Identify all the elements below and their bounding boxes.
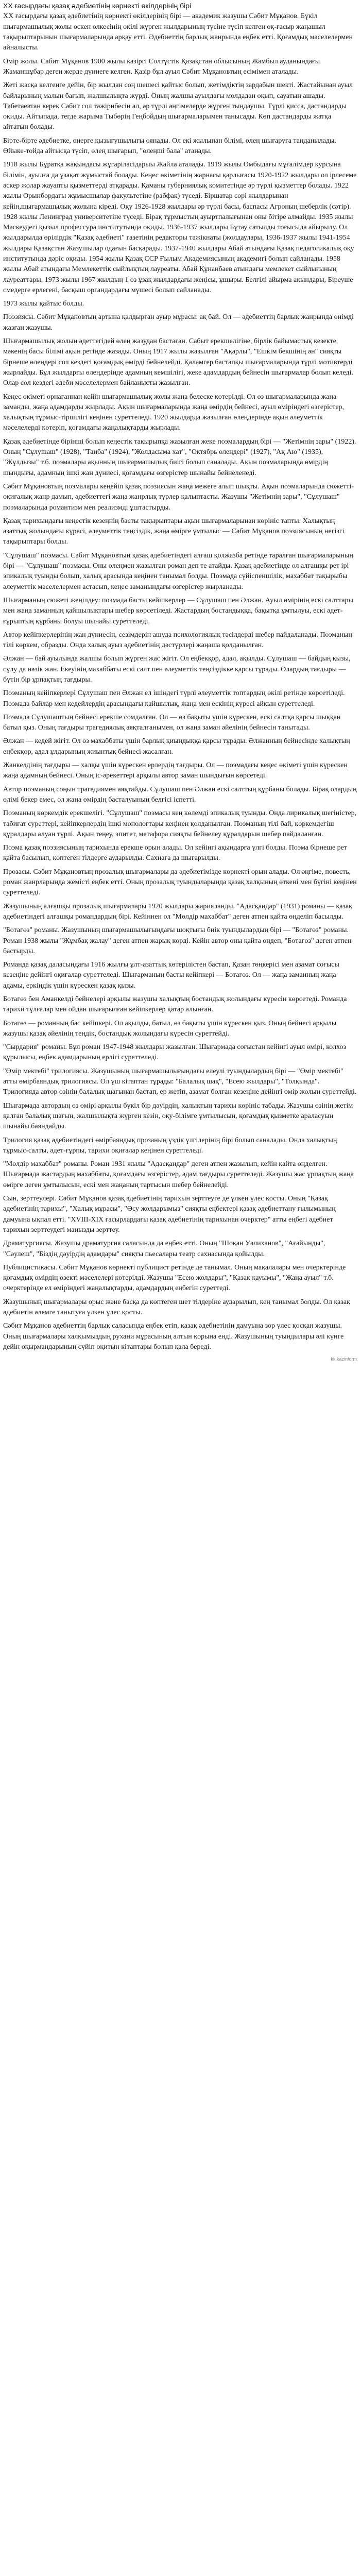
body-paragraph: Шығарманың сюжеті жеңілдеу: поэмада басты кейіпкерлер — Сұлушаш пен Әлжан. Ауыл өмірінің ескі салттары мен жаңа заманның қайшылықтары шебер көрсетіледі. Жастардың бостандыққа, бақытқа ұмтылуы, ескі әдет-ғұрыптың құрбаны болуы шынайы суреттеледі. (3, 596, 353, 625)
body-paragraph: Публицистикасы. Сәбит Мұқанов көрнекті публицист ретінде де танымал. Оның мақалалары мен очерктерінде қоғамдық өмірдің өзекті мәселелері көтерілді. Жазушы "Есею жолдары", "Қазақ қауымы", "Жаңа ауыл" т.б. очерктерінде ел өміріндегі жаңалықтарды, адамдардың еңбегін суреттеді. (3, 1263, 346, 1293)
body-paragraph: Поэма қазақ поэзиясының тарихында ерекше орын алады. Ол кейінгі ақындарға үлгі болды. Поэма бірнеше рет қайта басылып, көптеген тілдерге аударылды. Сахнаға да шығарылды. (3, 844, 348, 862)
body-paragraph: "Сырдария" романы. Бұл роман 1947-1948 жылдары жазылған. Шығармада соғыстан кейінгі ауыл өмірі, колхоз құрылысы, еңбек адамдарының ерлігі суреттеледі. (3, 1043, 347, 1062)
body-paragraph: Поэманың көркемдік ерекшелігі. "Сұлушаш" поэмасы кең көлемді эпикалық туынды. Онда лирикалық шегіністер, табиғат суреттері, кейіпкерлердің ішкі монологтары кеңінен қолданылған. Поэманың тілі бай, көркемдегіш құралдары алуан түрлі. Ақын теңеу, эпитет, метафора сияқты бейнелеу құралдарын шебер пайдаланған. (3, 809, 357, 838)
body-paragraph: Поэзиясы. Сәбит Мұқановтың артына қалдырған ауыр мұрасы: ақ бай. Ол — әдебиеттің барлық жанрында өнімді жазған жазушы. (3, 313, 354, 332)
document-body (3, 11, 357, 1352)
body-paragraph: Ботагөз — романның бас кейіпкері. Ол ақылды, батыл, өз бақыты үшін күрескен қыз. Оның бейнесі арқылы жазушы қазақ әйелінің теңдік, бостандық жолындағы күресін суреттейді. (3, 1019, 337, 1038)
body-paragraph: Поэманың кейіпкерлері Сұлушаш пен Әлжан ел ішіндегі түрлі әлеуметтік топтардың өкілі ретінде көрсетіледі. Поэмада байлар мен кедейлердің арасындағы қайшылық, жаңа мен ескінің күресі айқын суреттеледі. (3, 689, 345, 708)
body-paragraph: Жанкелдінің тағдыры — халқы үшін күрескен ерлердің тағдыры. Ол — поэмадағы кеңес өкіметі үшін күрескен жаңа адамның бейнесі. Оның іс-әрекеттері арқылы автор заман шындығын көрсетеді. (3, 761, 348, 780)
body-paragraph: Сәбит Мұқанов әдебиеттің барлық саласында еңбек етіп, қазақ әдебиетінің дамуына зор үлес қосқан жазушы. Оның шығармалары халқымыздың рухани мұрасының алтын қорына енді. Жазушының туындылары әлі күнге дейін оқырмандарының сүйіп оқитын кітаптары болып қала береді. (3, 1322, 344, 1351)
body-paragraph: "Өмір мектебі" трилогиясы. Жазушының шығармашылығындағы елеулі туындылардың бірі — "Өмір мектебі" атты өмірбаяндық трилогиясы. Ол үш кітаптан тұрады: "Балалық шақ", "Есею жылдары", "Толқында". Трилогияда автор өзінің балалық шағынан бастап, ер жетіп, азамат болған кезеңіне дейінгі өмір жолын суреттейді. (3, 1067, 357, 1096)
body-paragraph: 1918 жылы Бұратқа жақындасы жұгаріласідарыы Жайла аталады. 1919 жылы Омбыдағы мұғалімдер курсына білімін, ауылға да үзақат жұмыстай болады. Кеңес өкіметінің жарнасы қарлығасы 1920-1922 жылдары ол ірлесеме әскер жолар жауапты қызметтерді атқарады. Қаманы губерниялық комитетінде әр түрлі қызметтер болады. 1922 жылы Орынбордағы жұмысшылар факультетіне (рабфак) түседі. Біршатар сөрі жылдарынан кейін,шығармашылық жолына кіреді. Оқу 1926-1928 жылдары әр түрлі басы, баспасы Агроның шеберлік (сәтір). 1928 жылы Ленинград университетіне түседі. Бірақ тұрмыстың ауыртпалығынан оны бітіре алмайды. 1935 жылы Мәскеудегі қызыл профессура институтында оқиды. 1936-1937 жылдары Бұтау сатылды тоғысыда айырылу. Ол жылдарылда өрілірдік "Қазақ әдебиеті" газетінің редакторы тәжікнаты (жолдаулары, 1936-1937 жылы 1941-1954 жылдары Қазақстан Жазушылар одағын басқарады. 1937-1940 жылдары Абай атындағы Қазақ педагогикалық оқу институтында дәріс оқиды. 1954 жылы Қазақ ССР Ғылым Академиясының академигі болып сайланады. 1958 жылы Абай атындағы Мемлекеттік сыйлықтың лауреаты. Абай Құнанбаев атындағы мемлекет сыйлығының лауреаттары. 1973 жылы 1967 жылдың 1 өз ұзақ жылдардағы жеңісы, ұшыры. Белгілі айырма ақындары, Біреуше смедерге ерлегені, басқыш органдардағы мүшесі болып сайланады. (3, 161, 357, 294)
body-paragraph: Жазушының алғашқы прозалық шығармалары 1920 жылдары жарияланды. "Адасқандар" (1931) романы — қазақ әдебиетіндегі алғашқы романдардың бірі. Кейіннен ол "Мөлдір махаббат" деген атпен қайта өңделіп басылды. (3, 902, 352, 921)
body-paragraph: Романда қазақ даласындағы 1916 жылғы ұлт-азаттық көтерілістен бастап, Қазан төңкерісі мен азамат соғысы кезеңіне дейінгі оқиғалар суреттеледі. Шығарманың басты кейіпкері — Ботагөз. Ол — жаңа заманның жаңа адамы, еркіндік үшін күрескен қазақ қызы. (3, 961, 339, 990)
body-paragraph: Трилогия қазақ әдебиетіндегі өмірбаяндық прозаның үздік үлгілерінің бірі болып саналады. Онда халықтың тұрмыс-салты, әдет-ғұрпы, тарихи оқиғалар кеңінен суреттеледі. (3, 1136, 337, 1155)
page-title: XX ғасырдағы қазақ әдебиетінің көрнекті өкілдерінің бірі (3, 2, 192, 10)
body-paragraph: Өмір жолы. Сәбит Мұқанов 1900 жылы қазіргі Солтүстік Қазақстан облысының Жамбыл ауданындағы Жаманшұбар деген жерде дүниеге келген. Қазір бұл ауыл Сәбит Мұқановтың есімімен аталады. (3, 57, 320, 76)
body-paragraph: Шығармада автордың өз өмірі арқылы бүкіл бір дәуірдің, халықтың тарихы көрініс табады. Жазушы өзінің жетім қалған балалық шағын, жалшылықта жүрген кезін, оқу-білімге ұмтылысын, қоғамдық қызметке араласуын шынайы баяндайды. (3, 1101, 353, 1131)
body-paragraph: Қазақ әдебиетінде бірінші болып кеңестік тақырыпқа жазылған жеке поэмалардың бірі — "Жетімнің зары" (1922). Оның "Сұлушаш" (1928), "Таңба" (1924), "Жолдасыма хат", "Октябрь өлеңдері" (1927), "Ақ Аю" (1935), "Жұлдызы" т.б. поэмалары ақынның шығармашылық биігі болып саналады. Ақын поэмаларында өмірдің шындығы, адамның ішкі жан дүниесі, қоғамдағы өзгерістер шынайы бейнеленеді. (3, 437, 356, 477)
body-paragraph: Автор кейіпкерлерінің жан дүниесін, сезімдерін ашуда психологиялық тәсілдерді шебер пайдаланады. Поэманың тілі көркем, образды. Онда халық ауыз әдебиетінің дәстүрлері жаңаша қолданылған. (3, 631, 352, 650)
body-paragraph: Прозасы. Сәбит Мұқановтың прозалық шығармалары да әдебиетімізде көрнекті орын алады. Ол әңгіме, повесть, роман жанрларында жемісті еңбек етті. Оның прозалық туындыларында қазақ халқының өткені мен бүгіні кеңінен суреттеледі. (3, 868, 357, 897)
body-paragraph: "Сұлушаш" поэмасы. Сәбит Мұқановтың қазақ әдебиетіндегі алғаш қолжазба ретінде таралған шығармаларының бірі — "Сұлушаш" поэмасы. Оны өлеңмен жазылған роман деп те атайды. Қазақ әдебиетінде ол алғашқы рет ірі эпикалық туынды болып, халық арасында кеңінен танымал болды. Поэмада сүйіспеншілік, махаббат тақырыбы әлеуметтік мәселелермен астасып, кеңес заманындағы өзгерістер жырланады. (3, 551, 353, 591)
body-paragraph: Жазушының шығармалары орыс және басқа да көптеген шет тілдеріне аударылып, кең танымал болды. Ол қазақ әдебиетін әлемге танытуға үлкен үлес қосты. (3, 1298, 350, 1317)
body-paragraph: Автор поэманың соңын трагедиямен аяқтайды. Сұлушаш пен Әлжан ескі салттың құрбаны болады. Бірақ олардың өлімі бекер емес, ол жаңа өмірдің басталуының белгісі іспетті. (3, 785, 357, 804)
source-watermark: kk.kazinform (331, 1357, 357, 1362)
body-paragraph: Қазақ тарихындағы кеңестік кезеңнің басты тақырыптары ақын шығармаларынан көрініс тапты. Халықтың азаттық жолындағы күресі, әлеуметтік теңсіздік, жаңа өмірге ұмтылыс — Сәбит Мұқанов поэзиясының негізгі тақырыптары болды. (3, 517, 345, 546)
body-paragraph: Бірте-бірте әдебиетке, өнерге қызығушылығы оянады. Ол екі жылынан білімі, өлең шығаруға таңданылады. Өйыке-тойда айтысқа түсіп, өлең шығарып, "өлеңші бала" атанады. (3, 137, 336, 156)
body-paragraph: Поэмада Сұлушаштың бейнесі ерекше сомдалған. Ол — өз бақыты үшін күрескен, ескі салтқа қарсы шыққан батыл қыз. Оның тағдыры трагедиялық аяқталғанымен, ол жаңа заман әйелінің бейнесін танытады. (3, 713, 341, 732)
body-paragraph: Шығармашылық жолын әдеттегідей өлең жазудан бастаған. Сабыт ерекшелігіне, бірлік байымастық кезекте, мәкенің басы білімі ақын ретінде жазады. Оның 1917 жылы жазылған "Ақарлы", "Ешкім бекшінің ән" сияқты бірнеше өлеңдері сол кездегі қоғамдық өмірді бейнелейді. Қаламгер бастапқы шығармаларында түрлі мотивтерді жырлайды. Бұл жылдарғы өлеңдерінде адамның кемшілігі, жеке адамдардың бейнесін шығармалар болып келеді. Олар сол кездегі әдеби мәселелермен байланысты жазылған. (3, 337, 353, 387)
body-paragraph: Әлжан — кедей жігіт. Ол өз махаббаты үшін барлық қиындыққа қарсы тұрады. Әлжанның бейнесінде халықтың еңбекқор, адал ұлдарының жиынтық бейнесі жасалған. (3, 737, 350, 756)
body-paragraph: Кеңес өкіметі орнағаннан кейін шығармашылық жолы жаңа белеске көтерілді. Ол өз шығармаларында жаңа заманды, жаңа адамдарды жырлады. Ақын шығармаларында жаңа өмірдің бейнесі, ауыл өміріндегі өзгерістер, халықтың тұрмыс-тіршілігі кеңінен суреттеледі. 1920 жылдарда жазылған өлеңдерінде ақын әлеуметтік мәселелерді көтеріп, қоғамдағы жаңалықтарды жырлады. (3, 393, 345, 432)
body-paragraph: Сын, зерттеулері. Сәбит Мұқанов қазақ әдебиетінің тарихын зерттеуге де үлкен үлес қосты. Оның "Қазақ әдебиетінің тарихы", "Халық мұрасы", "Өсу жолдарымыз" сияқты еңбектері қазақ әдебиеттану ғылымының дамуына ықпал етті. "XVIII-XIX ғасырлардағы қазақ әдебиетінің тарихынан очерктер" атты еңбегі әдебиет тарихын зерттеудегі маңызды зерттеу. (3, 1195, 336, 1234)
body-paragraph: Сәбит Мұқановтың поэмалары кеңейіп қазақ поэзиясын жаңа межеге алып шықты. Ақын поэмаларында сюжетті-оқиғалық жанр дамып, әдебиеттегі жаңа жанрлық түрлер қалыптасты. Жазушы "Жетімнің зары", "Сұлушаш" поэмаларында романтизм мен реализмді ұштастырды. (3, 482, 354, 512)
body-paragraph: XX ғасырдағы қазақ әдебиетінің көрнекті өкілдерінің бірі — академик жазушы Сәбит Мұқанов. Бүкіл шығармашылық жолы өскен өлкесінің өкілі жүрген жылдарының түсіне түсіп келген оқ-ғасыр жаңашыл тақырыптарынын шығармаларында арқау етті. Әдебиеттің барлық жанрында еңбек етті. Қоғамдық мәселелермен айналысты. (3, 12, 353, 52)
body-paragraph: Жеті жасқа келгенге дейін, бір жылдан соң шешесі қайтыс болып, жетімдіктің зардабын шекті. Жастайынан ауыл байларының малын бағып, жалшылықта жүрді. Оның жалшы ауылдағы молдадан оқып, сауатын ашады. Тәбетаевтан керек Сәбит сол тәжірибесін ал, әр түрлі әңгімелерде жүрген тыңдаушы. Түрлі қисса, дастандарды оқиды. Айтыпада, тегде жарыма Тыбөрің Геңбойдың шығармаларымен танысады. Көп дастандарды жатқа айтатын болады. (3, 81, 353, 131)
body-paragraph: Драматургиясы. Жазушы драматургия саласында да еңбек етті. Оның "Шоқан Уәлиханов", "Ағайынды", "Сәулеш", "Біздің дәуірдің адамдары" сияқты пьесалары театр сахнасында қойылды. (3, 1240, 325, 1258)
body-paragraph: Ботагөз бен Аманкелді бейнелері арқылы жазушы халықтың бостандық жолындағы күресін көрсетеді. Романда тарихи тұлғалар мен ойдан шығарылған кейіпкерлер қатар алынған. (3, 995, 347, 1014)
body-paragraph: "Ботагөз" романы. Жазушының шығармашылығындағы шоқтығы биік туындылардың бірі — "Ботагөз" романы. Роман 1938 жылы "Жұмбақ жалау" деген атпен жарық көрді. Кейін автор оны қайта өңдеп, "Ботагөз" деген атпен бастырды. (3, 926, 352, 955)
body-paragraph: "Мөлдір махаббат" романы. Роман 1931 жылы "Адасқандар" деген атпен жазылып, кейін қайта өңделген. Шығармада жастардың махаббаты, қоғамдағы өзгерістер, адам тағдыры суреттеледі. Жазушы жас ұрпақтың жаңа өмірге деген ұмтылысын, ескі мен жаңаның тартысын шебер бейнелейді. (3, 1160, 354, 1189)
body-paragraph: 1973 жылы қайтыс болды. (3, 300, 84, 308)
body-paragraph: Әлжан — бай ауылында жалшы болып жүрген жас жігіт. Ол еңбекқор, адал, ақылды. Сұлушаш — байдың қызы, сұлу да нәзік жан. Екеуінің махаббаты ескі салт пен әлеуметтік теңсіздікке қарсы тұрады. Олардың тағдыры — бүтін бір ұрпақтың тағдыры. (3, 655, 351, 684)
